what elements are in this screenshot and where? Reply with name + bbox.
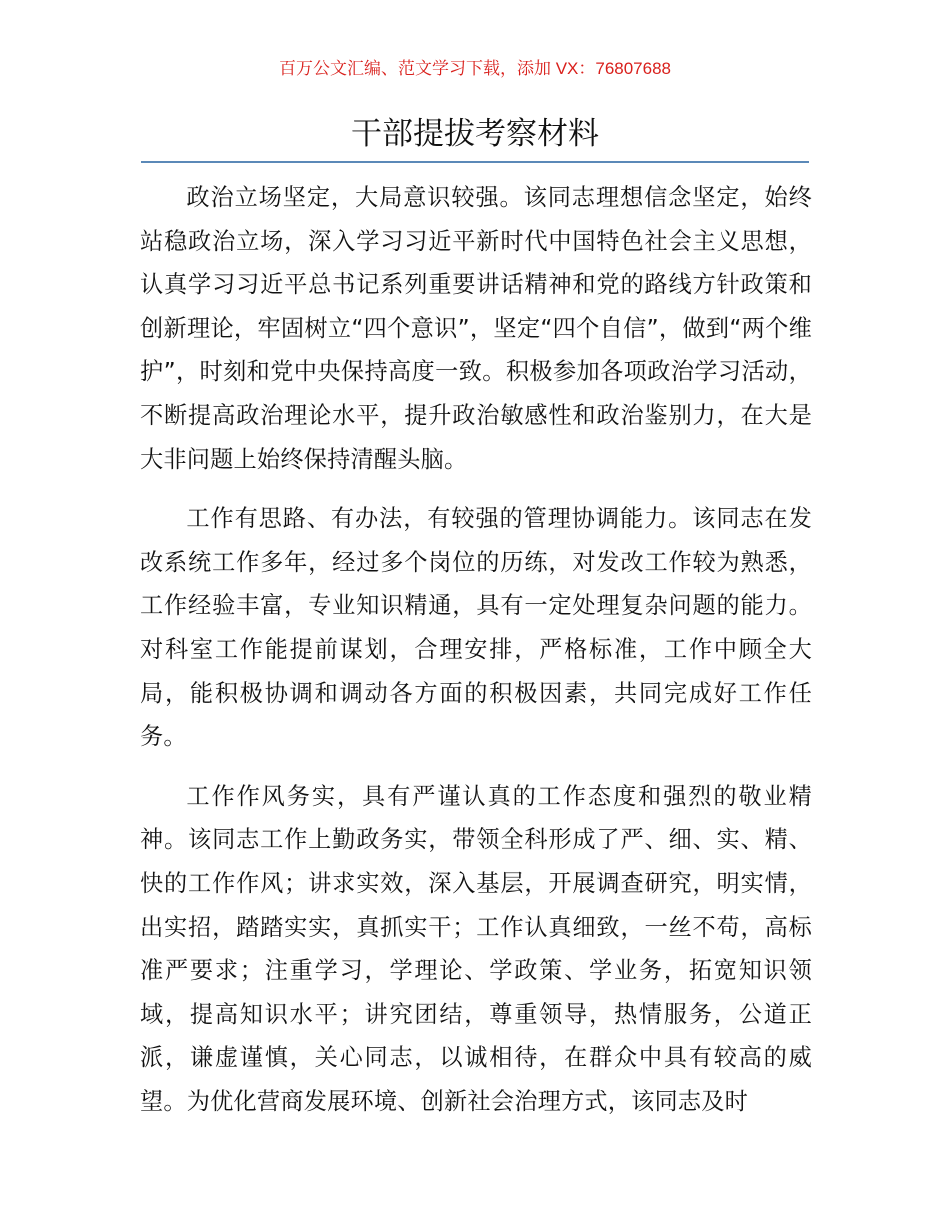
header-note: 百万公文汇编、范文学习下载，添加 VX：76807688 bbox=[278, 59, 672, 78]
paragraph-work-ability: 工作有思路、有办法，有较强的管理协调能力。该同志在发改系统工作多年，经过多个岗位的历练，对发改工作较为熟悉，工作经验丰富，专业知识精通，具有一定处理复杂问题的能力。对科室工作能提前谋划，合理安排，严格标准，工作中顾全大局，能积极协调和调动各方面的积极因素，共同完成好工作任务。 bbox=[140, 505, 812, 751]
document-body bbox=[140, 176, 812, 1139]
title-divider bbox=[141, 161, 809, 163]
paragraph-work-style: 工作作风务实，具有严谨认真的工作态度和强烈的敬业精神。该同志工作上勤政务实，带领全科形成了严、细、实、精、快的工作作风；讲求实效，深入基层，开展调查研究，明实情，出实招，踏踏实实，真抓实干；工作认真细致，一丝不苟，高标准严要求；注重学习，学理论、学政策、学业务，拓宽知识领域，提高知识水平；讲究团结，尊重领导，热情服务，公道正派，谦虚谨慎，关心同志，以诚相待，在群众中具有较高的威望。为优化营商发展环境、创新社会治理方式，该同志及时 bbox=[140, 782, 812, 1115]
paragraph-political-stance: 政治立场坚定，大局意识较强。该同志理想信念坚定，始终站稳政治立场，深入学习习近平新时代中国特色社会主义思想，认真学习习近平总书记系列重要讲话精神和党的路线方针政策和创新理论，牢固树立“四个意识”，坚定“四个自信”，做到“两个维护”，时刻和党中央保持高度一致。积极参加各项政治学习活动，不断提高政治理论水平，提升政治敏感性和政治鉴别力，在大是大非问题上始终保持清醒头脑。 bbox=[140, 184, 812, 473]
page-title: 干部提拔考察材料 bbox=[351, 116, 599, 152]
